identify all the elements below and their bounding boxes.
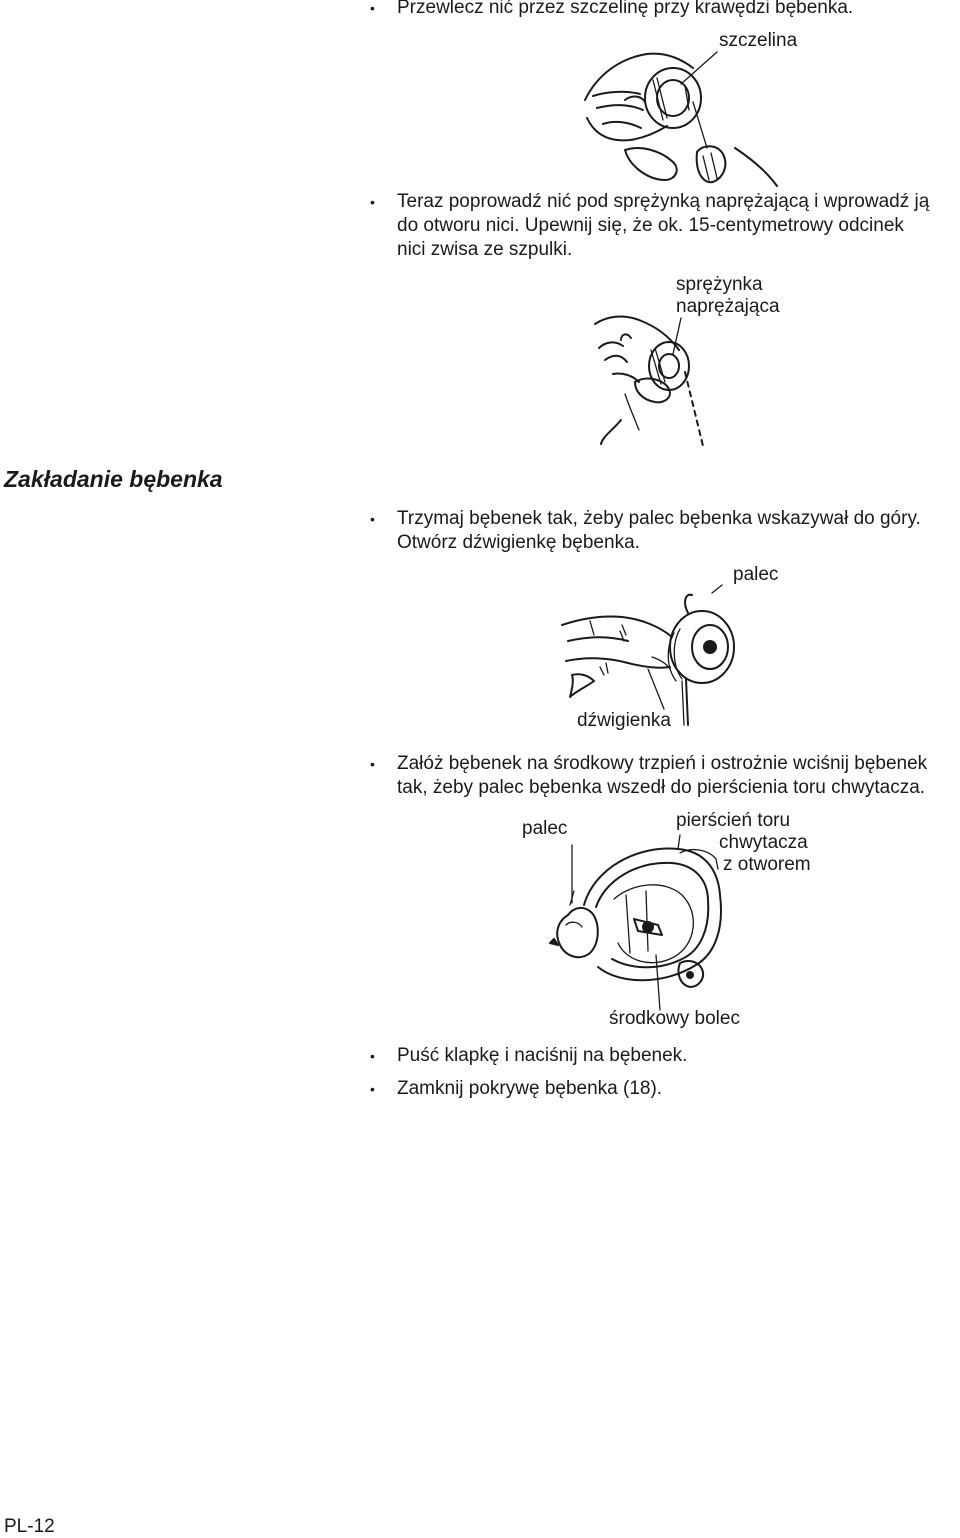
bullet-marker: • (370, 511, 375, 527)
step-tension-spring-line-3: nici zwisa ze szpulki. (397, 239, 573, 260)
bullet-marker: • (370, 0, 375, 16)
label-ring-line-1: pierścień toru (676, 810, 791, 831)
step-hold-bobbin-line-1: Trzymaj bębenek tak, żeby palec bębenka wskazywał do góry. (397, 508, 921, 529)
label-latch: dźwigienka (577, 710, 671, 731)
step-tension-spring-line-2: do otworu nici. Upewnij się, że ok. 15-centymetrowy odcinek (397, 215, 904, 236)
label-spring-line-1: sprężynka (676, 274, 763, 295)
label-spring-line-2: naprężająca (676, 296, 780, 317)
bullet-marker: • (370, 1081, 375, 1097)
label-finger-left: palec (522, 818, 568, 839)
bobbin-slit-illustration (585, 40, 810, 190)
tension-spring-illustration (595, 310, 715, 450)
step-hold-bobbin-line-2: Otwórz dźwigienkę bębenka. (397, 532, 640, 553)
label-slit: szczelina (719, 30, 798, 51)
label-center-pin: środkowy bolec (609, 1008, 740, 1029)
bobbin-case-latch-illustration (562, 585, 752, 725)
step-insert-bobbin-line-2: tak, żeby palec bębenka wszedł do pierścienia toru chwytacza. (397, 777, 926, 798)
label-ring-line-3: z otworem (723, 854, 811, 875)
label-finger-top: palec (733, 564, 779, 585)
step-tension-spring-line-1: Teraz poprowadź nić pod sprężynką naprężającą i wprowadź ją (397, 191, 930, 212)
step-thread-slit: Przewlecz nić przez szczelinę przy krawędzi bębenka. (397, 0, 854, 18)
hook-race-illustration (540, 835, 740, 1010)
bullet-marker: • (370, 756, 375, 772)
label-ring-line-2: chwytacza (719, 832, 808, 853)
step-release-latch: Puść klapkę i naciśnij na bębenek. (397, 1045, 688, 1066)
page-number: PL-12 (4, 1516, 55, 1537)
step-close-cover: Zamknij pokrywę bębenka (18). (397, 1078, 663, 1099)
bullet-marker: • (370, 194, 375, 210)
section-heading: Zakładanie bębenka (4, 466, 223, 492)
bullet-marker: • (370, 1048, 375, 1064)
step-insert-bobbin-line-1: Załóż bębenek na środkowy trzpień i ostrożnie wciśnij bębenek (397, 753, 928, 774)
